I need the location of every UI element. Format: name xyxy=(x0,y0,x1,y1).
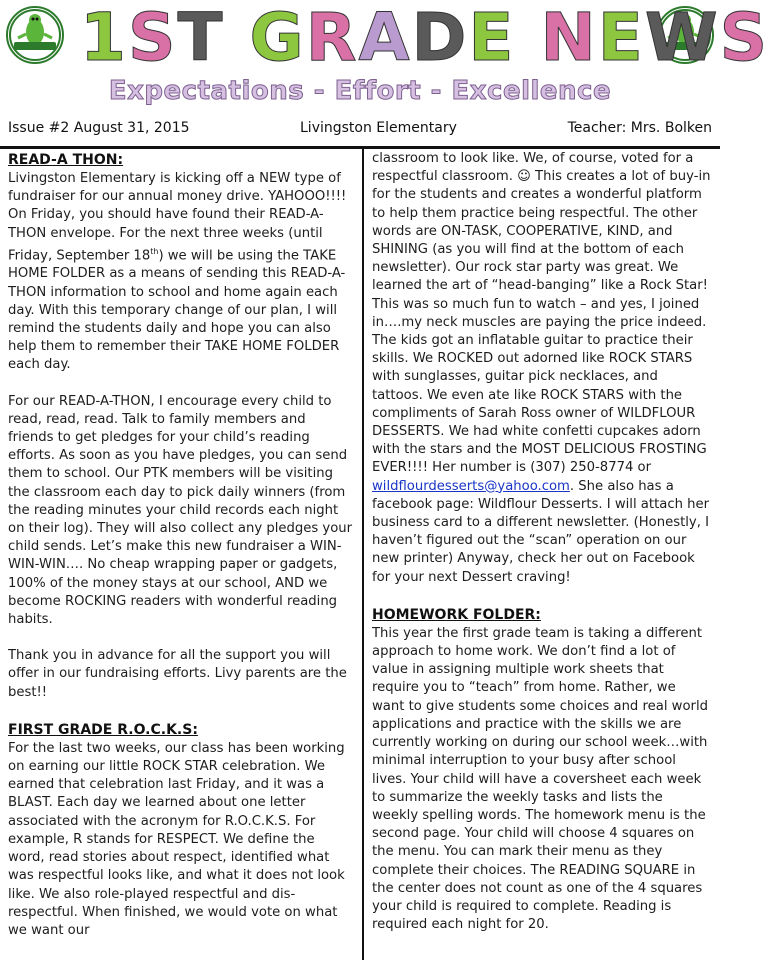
title-letter: S xyxy=(127,0,178,76)
title-letter: E xyxy=(597,0,645,76)
newsletter-title xyxy=(80,0,769,76)
title-letter: N xyxy=(540,0,598,76)
readathon-paragraph-1: Livingston Elementary is kicking off a NEW type of fundraiser for our annual money drive. YAHOOO!!!! On Friday, you should have found their READ-A-THON envelope. For the next three weeks (until Friday, September 18th) we will be using the TAKE HOME FOLDER as a means of sending this READ-A-THON information to school and home again each day. With this temporary change of our plan, I will remind the students daily and hope you can also help them to remember their TAKE HOME FOLDER each day. xyxy=(8,171,347,373)
school-name: Livingston Elementary xyxy=(300,120,457,136)
column-divider xyxy=(362,148,364,960)
rocks-paragraph: For the last two weeks, our class has been working on earning our little ROCK STAR celebration. We earned that celebration last Friday, and it was a BLAST. Each day we learned about one letter associated with the acronym for R.O.C.K.S. For example, R stands for RESPECT. We define the word, read stories about respect, identified what was respectful looks like, and what it does not look like. We also role-played respectful and dis-respectful. When finished, we would vote on what we want our xyxy=(8,740,345,938)
title-letter: T xyxy=(177,0,225,76)
title-letter xyxy=(516,2,541,74)
title-letter: R xyxy=(305,0,359,76)
right-column xyxy=(372,150,712,960)
title-letter: E xyxy=(468,0,516,76)
title-letter xyxy=(225,2,250,74)
homework-paragraph: This year the first grade team is taking a different approach to home work. We don’t find a lot of value in assigning multiple work sheets that require you to “teach” from home. Rather, we want to give students some choices and real world applications and practice with the skills we are currently working on during our school week…with minimal interruption to your busy after school lives. Your child will have a coversheet each week to summarize the weekly tasks and lists the weekly spelling words. The homework menu is the second page. Your child will choose 4 squares on the menu. You can mark their menu as they complete their choices. The READING SQUARE in the center does not count as one of the 4 squares your child is required to complete. Reading is required each night for 20. xyxy=(372,625,708,933)
rocks-paragraph-continued: classroom to look like. We, of course, voted for a respectful classroom. ☺ This creates a lot of buy-in for the students and creates a wonderful platform to help them practice being respectful. The other words are ON-TASK, COOPERATIVE, KIND, and SHINING (as you will find at the bottom of each newsletter). Our rock star party was great. We learned the art of “head-banging” like a Rock Star! This was so much fun to watch – and yes, I joined in….my neck muscles are paying the price indeed. The kids got an inflatable guitar to practice their skills. We ROCKED out adorned like ROCK STARS with sunglasses, guitar pick necklaces, and tattoos. We even ate like ROCK STARS with the compliments of Sarah Ross owner of WILDFLOUR DESSERTS. We had white confetti cupcakes adorn with the stars and the MOST DELICIOUS FROSTING EVER!!!! Her number is (307) 250-8774 or wildflourdesserts@yahoo.com. She also has a facebook page: Wildflour Desserts. I will attach her business card to a different newsletter. (Honestly, I haven’t figured out the “scan” operation on our new printer) Anyway, check her out on Facebook for your next Dessert craving! xyxy=(372,151,711,585)
header-rule xyxy=(0,146,720,149)
issue-date: Issue #2 August 31, 2015 xyxy=(8,120,190,136)
teacher-name: Teacher: Mrs. Bolken xyxy=(567,120,712,136)
rocks-heading: FIRST GRADE R.O.C.K.S: xyxy=(8,721,198,738)
school-logo-left xyxy=(6,6,64,64)
title-letter: A xyxy=(358,0,412,76)
readathon-paragraph-3: Thank you in advance for all the support you will offer in our fundraising efforts. Livy parents are the best!! xyxy=(8,648,347,700)
title-letter: S xyxy=(719,0,769,76)
title-letter: 1 xyxy=(80,0,128,76)
readathon-heading: READ-A THON: xyxy=(8,152,124,168)
email-link[interactable]: wildflourdesserts@yahoo.com xyxy=(372,478,570,494)
title-letter: W xyxy=(644,0,720,76)
motto: Expectations - Effort - Excellence xyxy=(108,76,612,106)
issue-info-bar xyxy=(8,120,712,144)
homework-heading: HOMEWORK FOLDER: xyxy=(372,606,541,623)
left-column xyxy=(8,150,353,960)
readathon-paragraph-2: For our READ-A-THON, I encourage every child to read, read, read. Talk to family members and friends to get pledges for your child’s reading efforts. As soon as you have pledges, you can send them to school. Our PTK members will be visiting the classroom each day to pick daily winners (from the reading minutes your child records each night on their log). They will also collect any pledges your child sends. Let’s make this new fundraiser a WIN-WIN-WIN…. No cheap wrapping paper or gadgets, 100% of the money stays at our school, AND we become ROCKING readers with wonderful reading habits. xyxy=(8,393,353,628)
title-letter: G xyxy=(249,0,306,76)
title-letter: D xyxy=(411,0,469,76)
